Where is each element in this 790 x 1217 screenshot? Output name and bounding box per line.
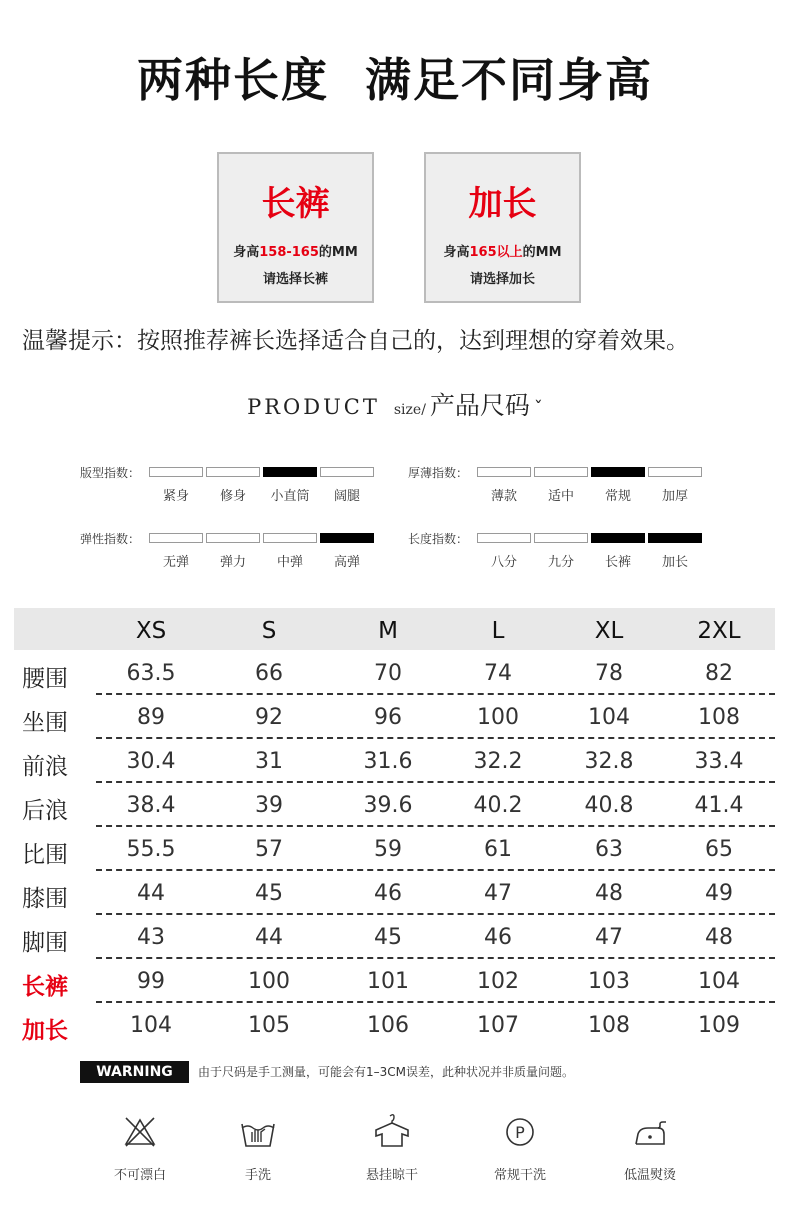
size-cell: 65 — [705, 837, 733, 862]
size-cell: 61 — [484, 837, 512, 862]
index-option-label: 无弹 — [162, 555, 189, 570]
index-length — [408, 528, 688, 570]
index-option-label: 长裤 — [604, 555, 631, 570]
care-label: 常规干洗 — [493, 1168, 546, 1183]
index-bar — [206, 533, 260, 543]
size-cell: 40.8 — [584, 793, 634, 818]
warning-badge: WARNING — [80, 1061, 189, 1083]
care-item-low-iron — [590, 1112, 710, 1183]
size-cell: 101 — [367, 969, 409, 994]
size-column-header: M — [378, 618, 398, 644]
index-bar — [263, 533, 317, 543]
size-cell: 106 — [367, 1013, 409, 1038]
care-item-hang-dry — [332, 1112, 452, 1183]
index-option-label: 适中 — [547, 489, 574, 504]
care-item-dry-clean — [460, 1112, 580, 1183]
index-option-label: 加厚 — [661, 489, 688, 504]
product-size-word: size — [393, 402, 422, 418]
row-divider — [96, 957, 775, 959]
hang-dry-icon — [372, 1112, 412, 1152]
size-cell: 104 — [588, 705, 630, 730]
index-option-label: 修身 — [219, 489, 246, 504]
size-row-label: 前浪 — [22, 754, 68, 780]
index-option-label: 阔腿 — [333, 489, 360, 504]
size-cell: 48 — [705, 925, 733, 950]
size-cell: 63.5 — [126, 661, 176, 686]
size-cell: 74 — [484, 661, 512, 686]
care-item-hand-wash — [198, 1112, 318, 1183]
size-row-label: 膝围 — [22, 886, 68, 912]
care-label: 手洗 — [244, 1168, 271, 1183]
index-option-label: 八分 — [490, 555, 517, 570]
size-cell: 41.4 — [694, 793, 744, 818]
row-divider — [96, 825, 775, 827]
warning-text: 由于尺码是手工测量，可能会有1–3CM误差，此种状况并非质量问题。 — [198, 1065, 575, 1079]
row-divider — [96, 1001, 775, 1003]
size-row-label: 加长 — [22, 1018, 68, 1044]
size-cell: 105 — [248, 1013, 290, 1038]
index-bar — [477, 533, 531, 543]
index-bar — [591, 533, 645, 543]
product-en-title: PRODUCT — [247, 395, 380, 419]
size-cell: 108 — [698, 705, 740, 730]
size-cell: 45 — [374, 925, 402, 950]
index-bar — [149, 467, 203, 477]
size-cell: 48 — [595, 881, 623, 906]
low-iron-icon — [630, 1112, 670, 1152]
length-option-desc: 身高158-165的MM 请选择长裤 — [233, 245, 358, 287]
size-cell: 104 — [698, 969, 740, 994]
length-option-title: 加长 — [468, 184, 537, 224]
index-fit — [80, 462, 360, 504]
dry-clean-icon — [500, 1112, 540, 1152]
index-bar — [149, 533, 203, 543]
size-cell: 49 — [705, 881, 733, 906]
product-size-header — [0, 386, 790, 422]
product-slash: / — [421, 402, 426, 418]
svg-text:P: P — [515, 1123, 525, 1142]
size-cell: 78 — [595, 661, 623, 686]
size-column-header: XS — [135, 618, 167, 644]
size-row-label: 腰围 — [22, 666, 68, 692]
size-cell: 47 — [595, 925, 623, 950]
size-cell: 39.6 — [363, 793, 413, 818]
tip-text: 温馨提示：按照推荐裤长选择适合自己的，达到理想的穿着效果。 — [22, 328, 689, 354]
size-cell: 30.4 — [126, 749, 176, 774]
size-column-header: S — [261, 618, 277, 644]
size-row-label: 坐围 — [22, 710, 68, 736]
index-thickness — [408, 462, 688, 504]
size-column-header: L — [491, 618, 505, 644]
care-label: 不可漂白 — [113, 1168, 166, 1183]
row-divider — [96, 737, 775, 739]
size-cell: 107 — [477, 1013, 519, 1038]
care-label: 悬挂晾干 — [365, 1168, 418, 1183]
size-cell: 46 — [484, 925, 512, 950]
index-bar — [320, 533, 374, 543]
no-bleach-icon — [120, 1112, 160, 1152]
size-cell: 96 — [374, 705, 402, 730]
index-option-label: 中弹 — [276, 555, 303, 570]
size-cell: 59 — [374, 837, 402, 862]
index-bar — [648, 533, 702, 543]
row-divider — [96, 693, 775, 695]
size-cell: 55.5 — [126, 837, 176, 862]
index-option-label: 高弹 — [333, 555, 360, 570]
index-option-label: 常规 — [604, 489, 631, 504]
index-option-label: 小直筒 — [270, 489, 310, 504]
size-cell: 32.8 — [584, 749, 634, 774]
size-cell: 99 — [137, 969, 165, 994]
index-label: 厚薄指数： — [408, 466, 469, 480]
size-cell: 92 — [255, 705, 283, 730]
size-row-label: 后浪 — [22, 798, 68, 824]
size-row-label: 长裤 — [22, 974, 68, 1000]
size-cell: 33.4 — [694, 749, 744, 774]
size-cell: 57 — [255, 837, 283, 862]
headline-part2: 满足不同身高 — [365, 53, 654, 107]
size-cell: 109 — [698, 1013, 740, 1038]
length-option-long — [217, 152, 374, 303]
index-option-label: 薄款 — [490, 489, 517, 504]
length-option-title: 长裤 — [261, 184, 330, 224]
index-bar — [263, 467, 317, 477]
index-bar — [477, 467, 531, 477]
index-option-label: 九分 — [547, 555, 574, 570]
page-headline — [0, 44, 790, 110]
index-option-label: 弹力 — [219, 555, 246, 570]
size-cell: 103 — [588, 969, 630, 994]
length-option-desc: 身高165以上的MM 请选择加长 — [443, 245, 562, 287]
size-cell: 32.2 — [473, 749, 523, 774]
index-label: 长度指数： — [408, 532, 469, 546]
size-cell: 39 — [255, 793, 283, 818]
size-cell: 44 — [255, 925, 283, 950]
product-mark: ˇ — [533, 398, 543, 419]
size-cell: 63 — [595, 837, 623, 862]
row-divider — [96, 781, 775, 783]
size-column-header: 2XL — [697, 618, 741, 644]
care-label: 低温熨烫 — [623, 1168, 676, 1183]
size-cell: 89 — [137, 705, 165, 730]
row-divider — [96, 869, 775, 871]
index-bar — [534, 533, 588, 543]
size-cell: 47 — [484, 881, 512, 906]
size-cell: 66 — [255, 661, 283, 686]
size-cell: 102 — [477, 969, 519, 994]
size-row-label: 比围 — [22, 842, 68, 868]
index-bar — [591, 467, 645, 477]
headline-part1: 两种长度 — [136, 53, 329, 107]
index-label: 版型指数： — [80, 466, 141, 480]
size-cell: 108 — [588, 1013, 630, 1038]
index-bar — [534, 467, 588, 477]
size-cell: 31 — [255, 749, 283, 774]
size-cell: 45 — [255, 881, 283, 906]
size-cell: 31.6 — [363, 749, 413, 774]
product-cn-title: 产品尺码 — [429, 391, 530, 420]
size-cell: 40.2 — [473, 793, 523, 818]
index-bar — [320, 467, 374, 477]
size-column-header: XL — [594, 618, 624, 644]
index-option-label: 紧身 — [162, 489, 189, 504]
hand-wash-icon — [238, 1112, 278, 1152]
index-bar — [648, 467, 702, 477]
index-label: 弹性指数： — [80, 532, 141, 546]
size-row-label: 脚围 — [22, 930, 68, 956]
size-cell: 100 — [477, 705, 519, 730]
size-cell: 70 — [374, 661, 402, 686]
row-divider — [96, 913, 775, 915]
index-bar — [206, 467, 260, 477]
size-cell: 38.4 — [126, 793, 176, 818]
size-cell: 46 — [374, 881, 402, 906]
index-option-label: 加长 — [661, 555, 688, 570]
size-cell: 44 — [137, 881, 165, 906]
size-cell: 82 — [705, 661, 733, 686]
size-cell: 43 — [137, 925, 165, 950]
index-elasticity — [80, 528, 360, 570]
length-option-extra-long — [424, 152, 581, 303]
care-item-no-bleach — [80, 1112, 200, 1183]
size-cell: 104 — [130, 1013, 172, 1038]
size-cell: 100 — [248, 969, 290, 994]
